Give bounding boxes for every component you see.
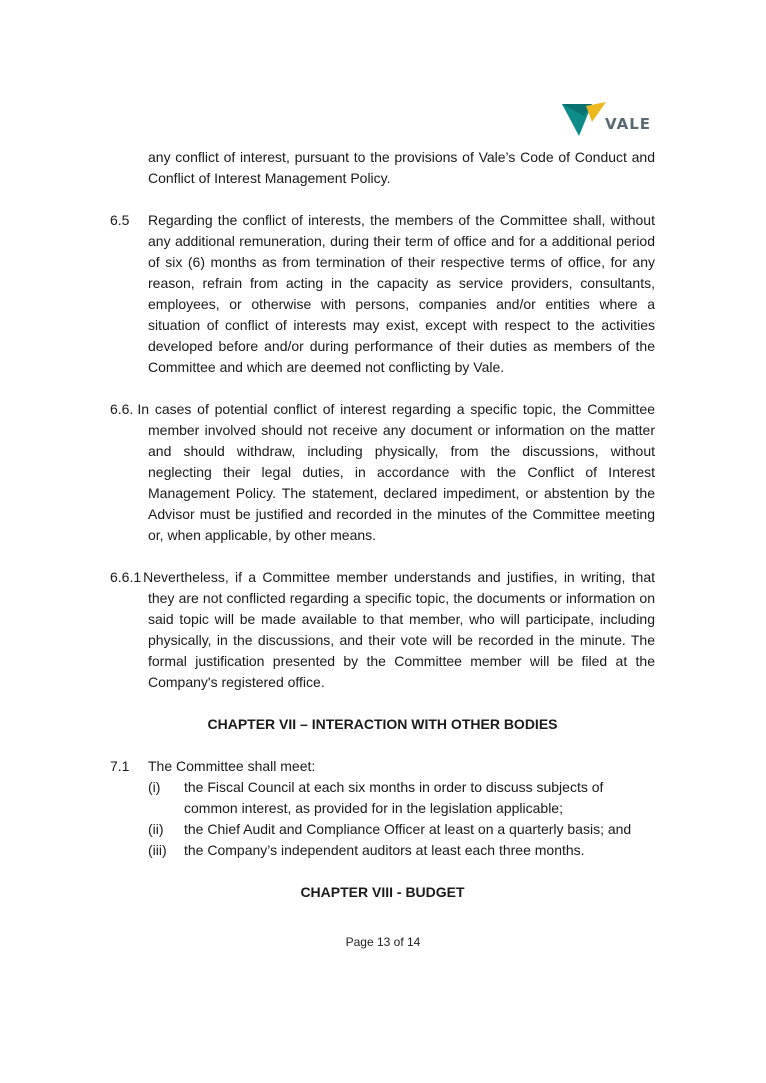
list-item <box>110 819 655 840</box>
chapter-7-heading: CHAPTER VII – INTERACTION WITH OTHER BODIES <box>207 716 558 732</box>
clause-6-6 <box>110 399 655 546</box>
clause-number: 6.6. <box>110 401 134 417</box>
clause-text: In cases of potential conflict of interest regarding a specific topic, the Committee member involved should not receive any document or information on the matter and should withdraw, including physically, from the discussions, without neglecting their legal duties, in accordance with the Conflict of Interest Management Policy. The statement, declared impediment, or abstention by the Advisor must be justified and recorded in the minutes of the Committee meeting or, when applicable, by other means. <box>137 401 655 543</box>
list-item-number: (i) <box>148 779 161 795</box>
vale-logo <box>562 100 652 140</box>
clause-text: Regarding the conflict of interests, the members of the Committee shall, without any additional remuneration, during their term of office and for a additional period of six (6) months as from termination of their respective terms of office, for any reason, refrain from acting in the capacity as service providers, consultants, employees, or otherwise with persons, companies and/or entities where a situation of conflict of interests may exist, except with respect to the activities developed before and/or during performance of their duties as members of the Committee and which are deemed not conflicting by Vale. <box>148 212 655 375</box>
clause-number: 7.1 <box>110 758 130 774</box>
list-item-text: the Fiscal Council at each six months in order to discuss subjects of common interest, as provided for in the legislation applicable; <box>184 779 604 816</box>
page-footer: Page 13 of 14 <box>345 935 421 949</box>
clause-text: Nevertheless, if a Committee member understands and justifies, in writing, that they are not conflicted regarding a specific topic, the documents or information on said topic will be made available to that member, who will participate, including physically, in the discussions, and their vote will be recorded in the minute. The formal justification presented by the Committee member will be filed at the Company's registered office. <box>143 569 655 690</box>
vale-logo-text: VALE <box>605 115 652 133</box>
document-body <box>110 147 655 924</box>
list-item <box>110 777 655 819</box>
chapter-8-heading: CHAPTER VIII - BUDGET <box>300 884 465 900</box>
list-item-text: the Company’s independent auditors at least each three months. <box>184 842 585 858</box>
list-item-number: (iii) <box>148 842 167 858</box>
clause-text: The Committee shall meet: <box>148 758 316 774</box>
clause-number: 6.5 <box>110 212 130 228</box>
clause-7-1 <box>110 756 655 777</box>
clause-6-6-1 <box>110 567 655 693</box>
list-item-number: (ii) <box>148 821 164 837</box>
list-item <box>110 840 655 861</box>
clause-number: 6.6.1 <box>110 569 142 585</box>
list-item-text: the Chief Audit and Compliance Officer at least on a quarterly basis; and <box>184 821 632 837</box>
vale-logo-icon <box>562 100 606 138</box>
clause-6-5 <box>110 210 655 378</box>
continuation-paragraph: any conflict of interest, pursuant to the provisions of Vale’s Code of Conduct and Conflict of Interest Management Policy. <box>148 149 655 186</box>
